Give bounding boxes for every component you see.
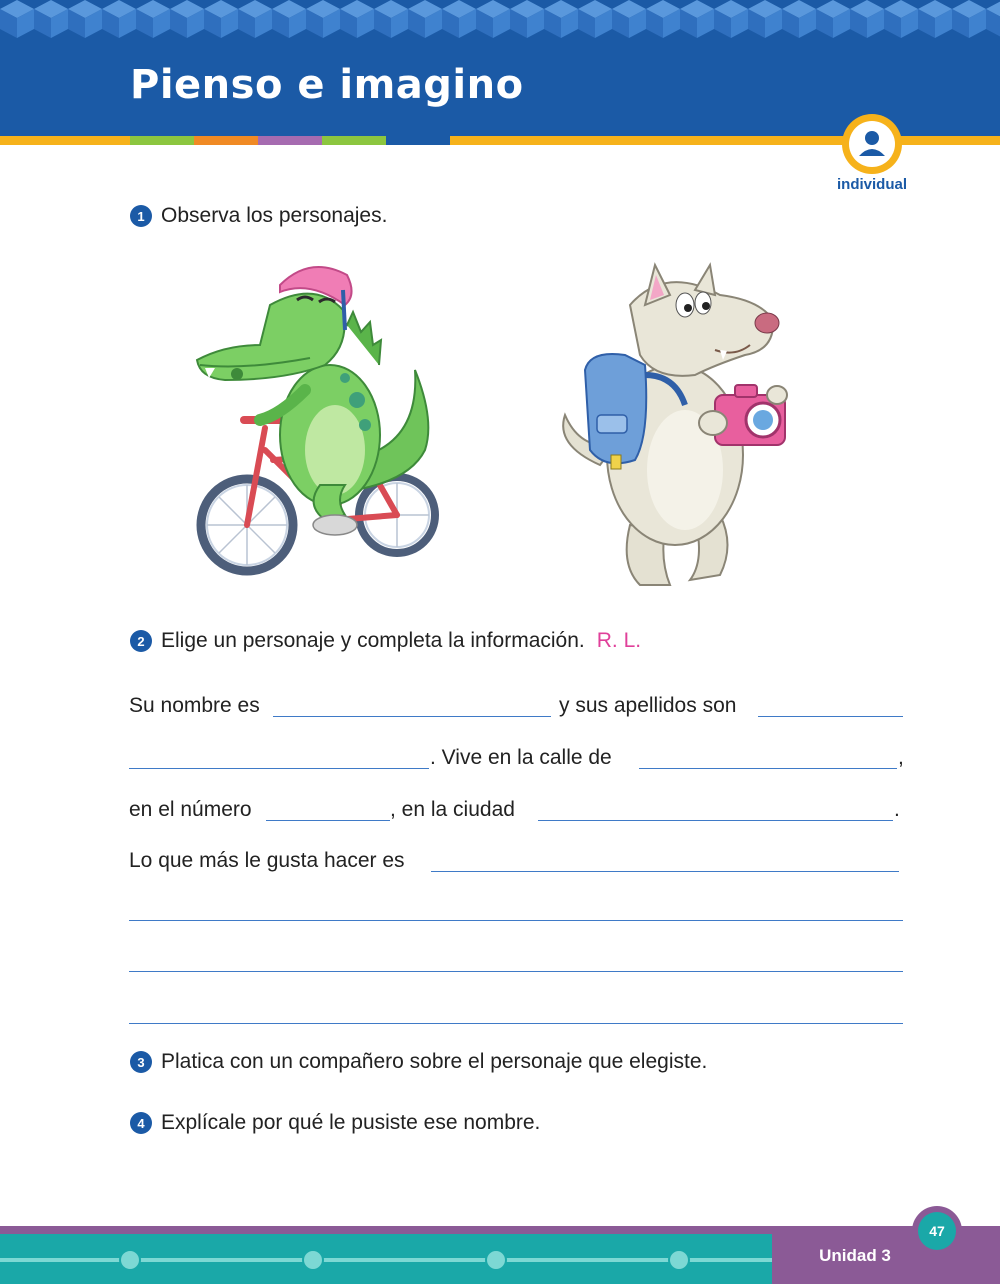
answer-line[interactable]: [129, 1023, 903, 1024]
period: .: [894, 798, 900, 821]
street-blank[interactable]: [639, 768, 897, 769]
surnames-blank-continued[interactable]: [129, 768, 429, 769]
step-number: 3: [130, 1051, 152, 1073]
page-number: 47: [918, 1212, 956, 1250]
name-label: Su nombre es: [129, 694, 260, 717]
step-text: Explícale por qué le pusiste ese nombre.: [161, 1111, 541, 1134]
step-3: [130, 1050, 707, 1074]
step-1: [130, 204, 387, 228]
likes-label: Lo que más le gusta hacer es: [129, 849, 405, 872]
name-blank[interactable]: [273, 716, 551, 717]
step-2: [130, 629, 641, 653]
step-text: Platica con un compañero sobre el personaje que elegiste.: [161, 1050, 708, 1073]
answer-line[interactable]: [129, 971, 903, 972]
unit-label: Unidad 3: [819, 1246, 891, 1265]
individual-person-icon: [840, 112, 904, 176]
step-text: Elige un personaje y completa la información.: [161, 629, 585, 652]
surnames-blank[interactable]: [758, 716, 903, 717]
likes-blank[interactable]: [431, 871, 899, 872]
answer-note: R. L.: [596, 629, 642, 652]
comma: ,: [898, 746, 904, 769]
dog-illustration: [545, 245, 805, 600]
step-text: Observa los personajes.: [161, 204, 388, 227]
surnames-label: y sus apellidos son: [559, 694, 737, 717]
step-number: 2: [130, 630, 152, 652]
number-blank[interactable]: [266, 820, 390, 821]
city-label: , en la ciudad: [390, 798, 515, 821]
crocodile-illustration: [185, 250, 445, 595]
step-4: [130, 1111, 540, 1135]
number-label: en el número: [129, 798, 252, 821]
step-number: 4: [130, 1112, 152, 1134]
step-number: 1: [130, 205, 152, 227]
badge-label: individual: [836, 176, 907, 193]
answer-line[interactable]: [129, 920, 903, 921]
street-label: . Vive en la calle de: [430, 746, 612, 769]
page-title: Pienso e imagino: [130, 62, 524, 108]
city-blank[interactable]: [538, 820, 893, 821]
header-pattern: [0, 0, 1000, 40]
